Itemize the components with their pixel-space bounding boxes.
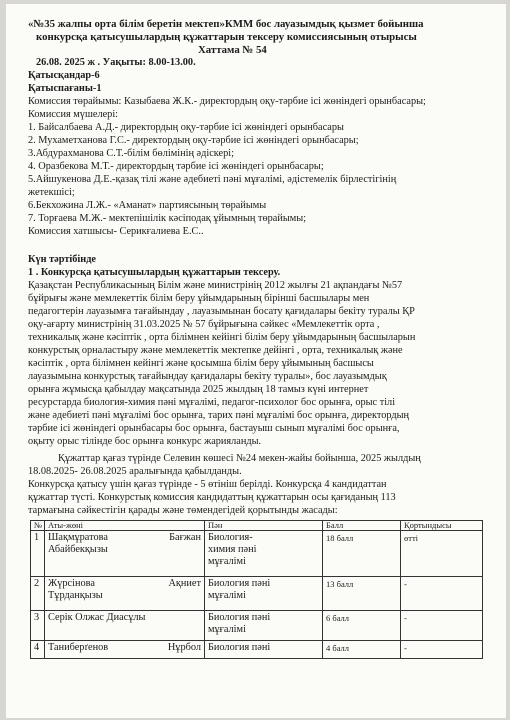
- absent-count: Қатыспағаны-1: [28, 83, 102, 94]
- subject: [205, 577, 323, 611]
- paragraph-line: оқыту орыс тілінде бос орынға конкурс жарияланды.: [28, 436, 262, 447]
- paragraph-line: ресурстарда биология-химия пәні мұғалімі, педагог-психолог бос орынға, орыс тілі: [28, 397, 396, 408]
- present-count: Қатысқандар-6: [28, 70, 100, 81]
- agenda-item-1: 1 . Конкурсқа қатысушылардың құжаттарын тексеру.: [28, 267, 281, 278]
- member-line: 5.Айшукенова Д.Е.-қазақ тілі және әдебиеті пәні мұғалімі, әдістемелік бірлестігінің: [28, 174, 397, 185]
- subject-line: Биология пәні: [208, 578, 271, 589]
- commission-secretary: Комиссия хатшысы- Серикғалиева Е.С..: [28, 226, 204, 237]
- member-line: жетекшісі;: [28, 187, 75, 198]
- name-part: Нұрбол: [167, 642, 201, 653]
- summary-line: Конкурсқа қатысу үшін қағаз түрінде - 5 өтініш берілді. Конкурсқа 4 кандидаттан: [28, 479, 387, 490]
- row-number: 3: [31, 611, 45, 641]
- header-name: Аты-жөні: [45, 521, 205, 531]
- candidate-name: [45, 611, 205, 641]
- candidate-name: [45, 641, 205, 659]
- result: өтті: [401, 531, 483, 577]
- candidate-name: [45, 531, 205, 577]
- paragraph-line: лауазымына конкурстық тағайындау қағидалары бекіту туралы», бос лауазымдық: [28, 371, 387, 382]
- name-part: Тұрданқызы: [48, 590, 103, 601]
- subject-line: мұғалімі: [208, 624, 246, 635]
- name-part: Шақмұратова: [48, 532, 108, 543]
- header-score: Балл: [323, 521, 401, 531]
- members-heading: Комиссия мүшелері:: [28, 109, 119, 120]
- paragraph-line: орынға жұмысқа қабылдау мақсатында 2025 жылдың 18 тамыз күні интернет: [28, 384, 369, 395]
- row-number: 4: [31, 641, 45, 659]
- member-line: 6.Бекхожина Л.Ж.- «Аманат» партиясының төрайымы: [28, 200, 267, 211]
- result: -: [401, 577, 483, 611]
- row-number: 2: [31, 577, 45, 611]
- result: -: [401, 611, 483, 641]
- paragraph-line: педагогтерін лауазымға тағайындау , лауазымынан босату қағидалары бекіту туралы ҚР: [28, 306, 415, 317]
- member-line: 7. Торғаева М.Ж.- мектепішілік кәсіподақ ұйымның төрайымы;: [28, 213, 307, 224]
- paragraph-line: конкурстық орналастыру және мемлекеттік мектепке дейінгі , орта, техникалық және: [28, 345, 403, 356]
- name-part: Бағжан: [169, 532, 201, 543]
- documents-line: 18.08.2025- 26.08.2025 аралығында қабылданды.: [28, 466, 242, 477]
- summary-line: тармағына сәйкестігін қарады және төмендегідей қорытынды жасады:: [28, 505, 338, 516]
- paragraph-line: Қазақстан Республикасының Білім және министрінің 2012 жылғы 21 ақпандағы №57: [28, 280, 403, 291]
- name-part: Таниберґенов: [48, 642, 109, 653]
- row-number: 1: [31, 531, 45, 577]
- name-part: Серік Олжас Диасұлы: [48, 612, 146, 623]
- paragraph-line: кәсіптік , орта білімнен кейінгі және қосымша білім беру ұйымының басшысы: [28, 358, 374, 369]
- member-line: 4. Оразбекова М.Т.- директордың тәрбие ісі жөніндегі орынбасары;: [28, 161, 324, 172]
- member-line: 2. Мухаметханова Г.С.- директордың оқу-тәрбие ісі жөніндегі орынбасары;: [28, 135, 359, 146]
- agenda-heading: Күн тәртібінде: [28, 254, 96, 265]
- table-header-row: [31, 521, 483, 531]
- title-line-2: конкурсқа қатысушылардың құжаттарын тексеру комиссиясының отырысы: [36, 31, 417, 43]
- name-part: Ақниет: [168, 578, 201, 589]
- paragraph-line: техникалық және кәсіптік , орта білімнен кейінгі білім беру ұйымдарының басшыларын: [28, 332, 416, 343]
- protocol-number: Хаттама № 54: [198, 44, 267, 56]
- date-time-line: 26.08. 2025 ж . Уақыты: 8.00-13.00.: [36, 57, 196, 68]
- member-line: 3.Абдурахманова С.Т.-білім бөлімінің әдіскері;: [28, 148, 234, 159]
- paragraph-line: оқу-ағарту министрінің 31.03.2025 № 57 бұйрығына сәйкес «Мемлекеттік орта ,: [28, 319, 380, 330]
- score: 13 балл: [323, 577, 401, 611]
- table-row: [31, 577, 483, 611]
- member-line: 1. Байсалбаева А.Д.- директордың оқу-тәрбие ісі жөніндегі орынбасары: [28, 122, 344, 133]
- commission-chair: Комиссия төрайымы: Казыбаева Ж.К.- директордың оқу-тәрбие ісі жөніндегі орынбасары;: [28, 96, 426, 107]
- title-line-1: «№35 жалпы орта білім беретін мектеп»КММ бос лауазымдық қызмет бойынша: [28, 18, 424, 30]
- table-row: [31, 611, 483, 641]
- subject-line: Биология пәні: [208, 642, 271, 653]
- name-part: Жүрсінова: [48, 578, 95, 589]
- subject-line: Биология-: [208, 532, 253, 543]
- subject-line: химия пәні: [208, 544, 257, 555]
- paragraph-line: бұйрығы және мемлекеттік білім беру ұйымдарының бірінші басшылары мен: [28, 293, 370, 304]
- result: -: [401, 641, 483, 659]
- subject-line: мұғалімі: [208, 556, 246, 567]
- documents-line: Құжаттар қағаз түрінде Селевин көшесі №24 мекен-жайы бойынша, 2025 жылдың: [58, 453, 421, 464]
- results-table: [30, 520, 483, 659]
- summary-line: құжаттар түсті. Конкурстық комиссия кандидаттың құжаттарын осы қағиданың 113: [28, 492, 396, 503]
- table-row: [31, 641, 483, 659]
- score: 18 балл: [323, 531, 401, 577]
- header-number: №: [31, 521, 45, 531]
- table-row: [31, 531, 483, 577]
- name-part: Абайбекқызы: [48, 544, 108, 555]
- score: 4 балл: [323, 641, 401, 659]
- subject: [205, 611, 323, 641]
- document-page: [6, 4, 506, 718]
- subject: [205, 531, 323, 577]
- paragraph-line: және әдебиеті пәні мұғалімі бос орынға, тарих пәні мұғалімі бос орынға, директордың: [28, 410, 410, 421]
- score: 6 балл: [323, 611, 401, 641]
- subject-line: Биология пәні: [208, 612, 271, 623]
- header-subject: Пән: [205, 521, 323, 531]
- subject-line: мұғалімі: [208, 590, 246, 601]
- header-result: Қортындысы: [401, 521, 483, 531]
- paragraph-line: тәрбие ісі жөніндегі орынбасары бос орынға, бастауыш сынып мұғалімі бос орынға,: [28, 423, 400, 434]
- candidate-name: [45, 577, 205, 611]
- subject: [205, 641, 323, 659]
